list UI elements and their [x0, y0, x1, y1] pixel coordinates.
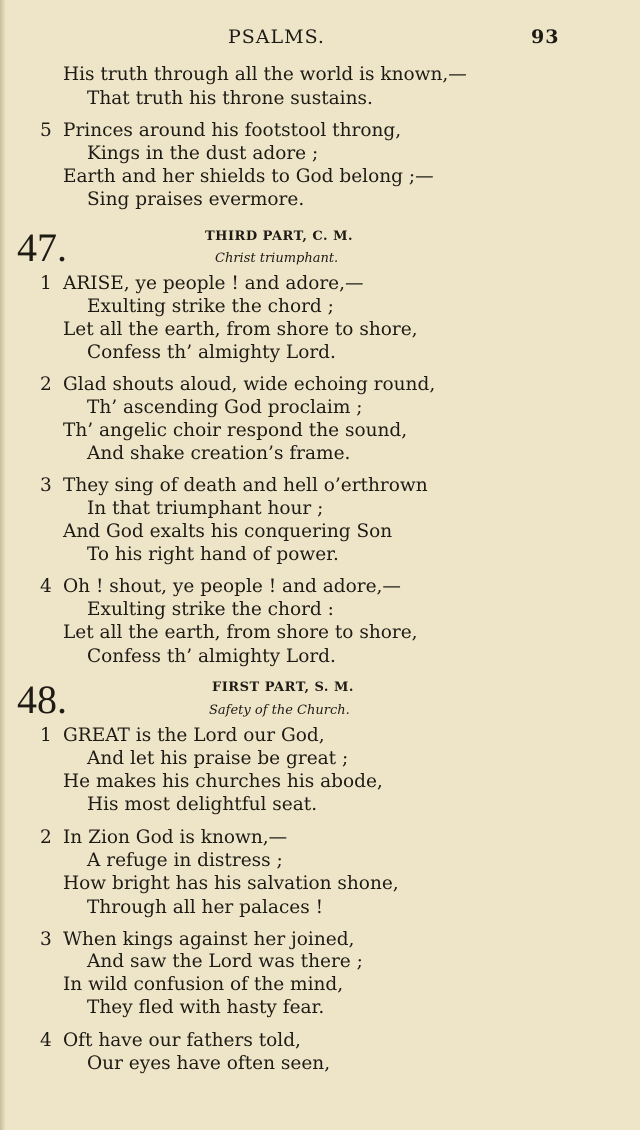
verse-line: Sing praises evermore. [87, 189, 305, 210]
verse-line: Glad shouts aloud, wide echoing round, [63, 374, 436, 395]
verse-line: Our eyes have often seen, [87, 1053, 331, 1074]
verse-line: Th’ ascending God proclaim ; [87, 397, 363, 418]
verse-line: Through all her palaces ! [87, 897, 324, 918]
verse-number: 3 [40, 929, 52, 950]
verse-line: Th’ angelic choir respond the sound, [63, 420, 408, 441]
hymn-number: 48. [17, 677, 67, 722]
verse-line: Exulting strike the chord : [87, 599, 334, 620]
verse-number: 1 [40, 273, 52, 294]
verse-line: His truth through all the world is known,— [63, 64, 467, 85]
verse-line: Exulting strike the chord ; [87, 296, 334, 317]
verse-line: Let all the earth, from shore to shore, [63, 622, 418, 643]
verse-line: Let all the earth, from shore to shore, [63, 319, 418, 340]
hymn-number: 47. [17, 225, 67, 270]
verse-line: ARISE, ye people ! and adore,— [63, 273, 364, 294]
verse-line: Princes around his footstool throng, [63, 120, 402, 141]
verse-line: And God exalts his conquering Son [63, 521, 393, 542]
verse-number: 4 [40, 576, 52, 597]
verse-line: How bright has his salvation shone, [63, 873, 399, 894]
verse-number: 5 [40, 120, 52, 141]
verse-line: When kings against her joined, [63, 929, 355, 950]
verse-number: 3 [40, 475, 52, 496]
hymn-meter: THIRD PART, C. M. [205, 229, 354, 244]
verse-number: 2 [40, 374, 52, 395]
verse-line: To his right hand of power. [87, 544, 339, 565]
verse-number: 1 [40, 725, 52, 746]
verse-line: In Zion God is known,— [63, 827, 288, 848]
verse-line: Confess th’ almighty Lord. [87, 342, 336, 363]
verse-number: 2 [40, 827, 52, 848]
verse-line: They sing of death and hell o’erthrown [63, 475, 428, 496]
verse-line: Oh ! shout, ye people ! and adore,— [63, 576, 401, 597]
verse-number: 4 [40, 1030, 52, 1051]
page-number: 93 [531, 26, 560, 48]
verse-line: That truth his throne sustains. [87, 88, 373, 109]
verse-line: Oft have our fathers told, [63, 1030, 301, 1051]
running-title: PSALMS. [228, 26, 325, 48]
verse-line: A refuge in distress ; [87, 850, 283, 871]
page-edge [0, 0, 6, 1130]
verse-line: In that triumphant hour ; [87, 498, 324, 519]
verse-line: And shake creation’s frame. [87, 443, 351, 464]
hymn-subtitle: Safety of the Church. [209, 703, 350, 718]
verse-line: And saw the Lord was there ; [87, 951, 363, 972]
verse-line: GREAT is the Lord our God, [63, 725, 325, 746]
verse-line: His most delightful seat. [87, 794, 318, 815]
verse-line: They fled with hasty fear. [87, 997, 325, 1018]
verse-line: Kings in the dust adore ; [87, 143, 319, 164]
verse-line: In wild confusion of the mind, [63, 974, 344, 995]
hymn-subtitle: Christ triumphant. [215, 251, 339, 266]
verse-line: He makes his churches his abode, [63, 771, 383, 792]
verse-line: And let his praise be great ; [87, 748, 349, 769]
verse-line: Confess th’ almighty Lord. [87, 646, 336, 667]
hymn-meter: FIRST PART, S. M. [212, 680, 354, 695]
verse-line: Earth and her shields to God belong ;— [63, 166, 434, 187]
